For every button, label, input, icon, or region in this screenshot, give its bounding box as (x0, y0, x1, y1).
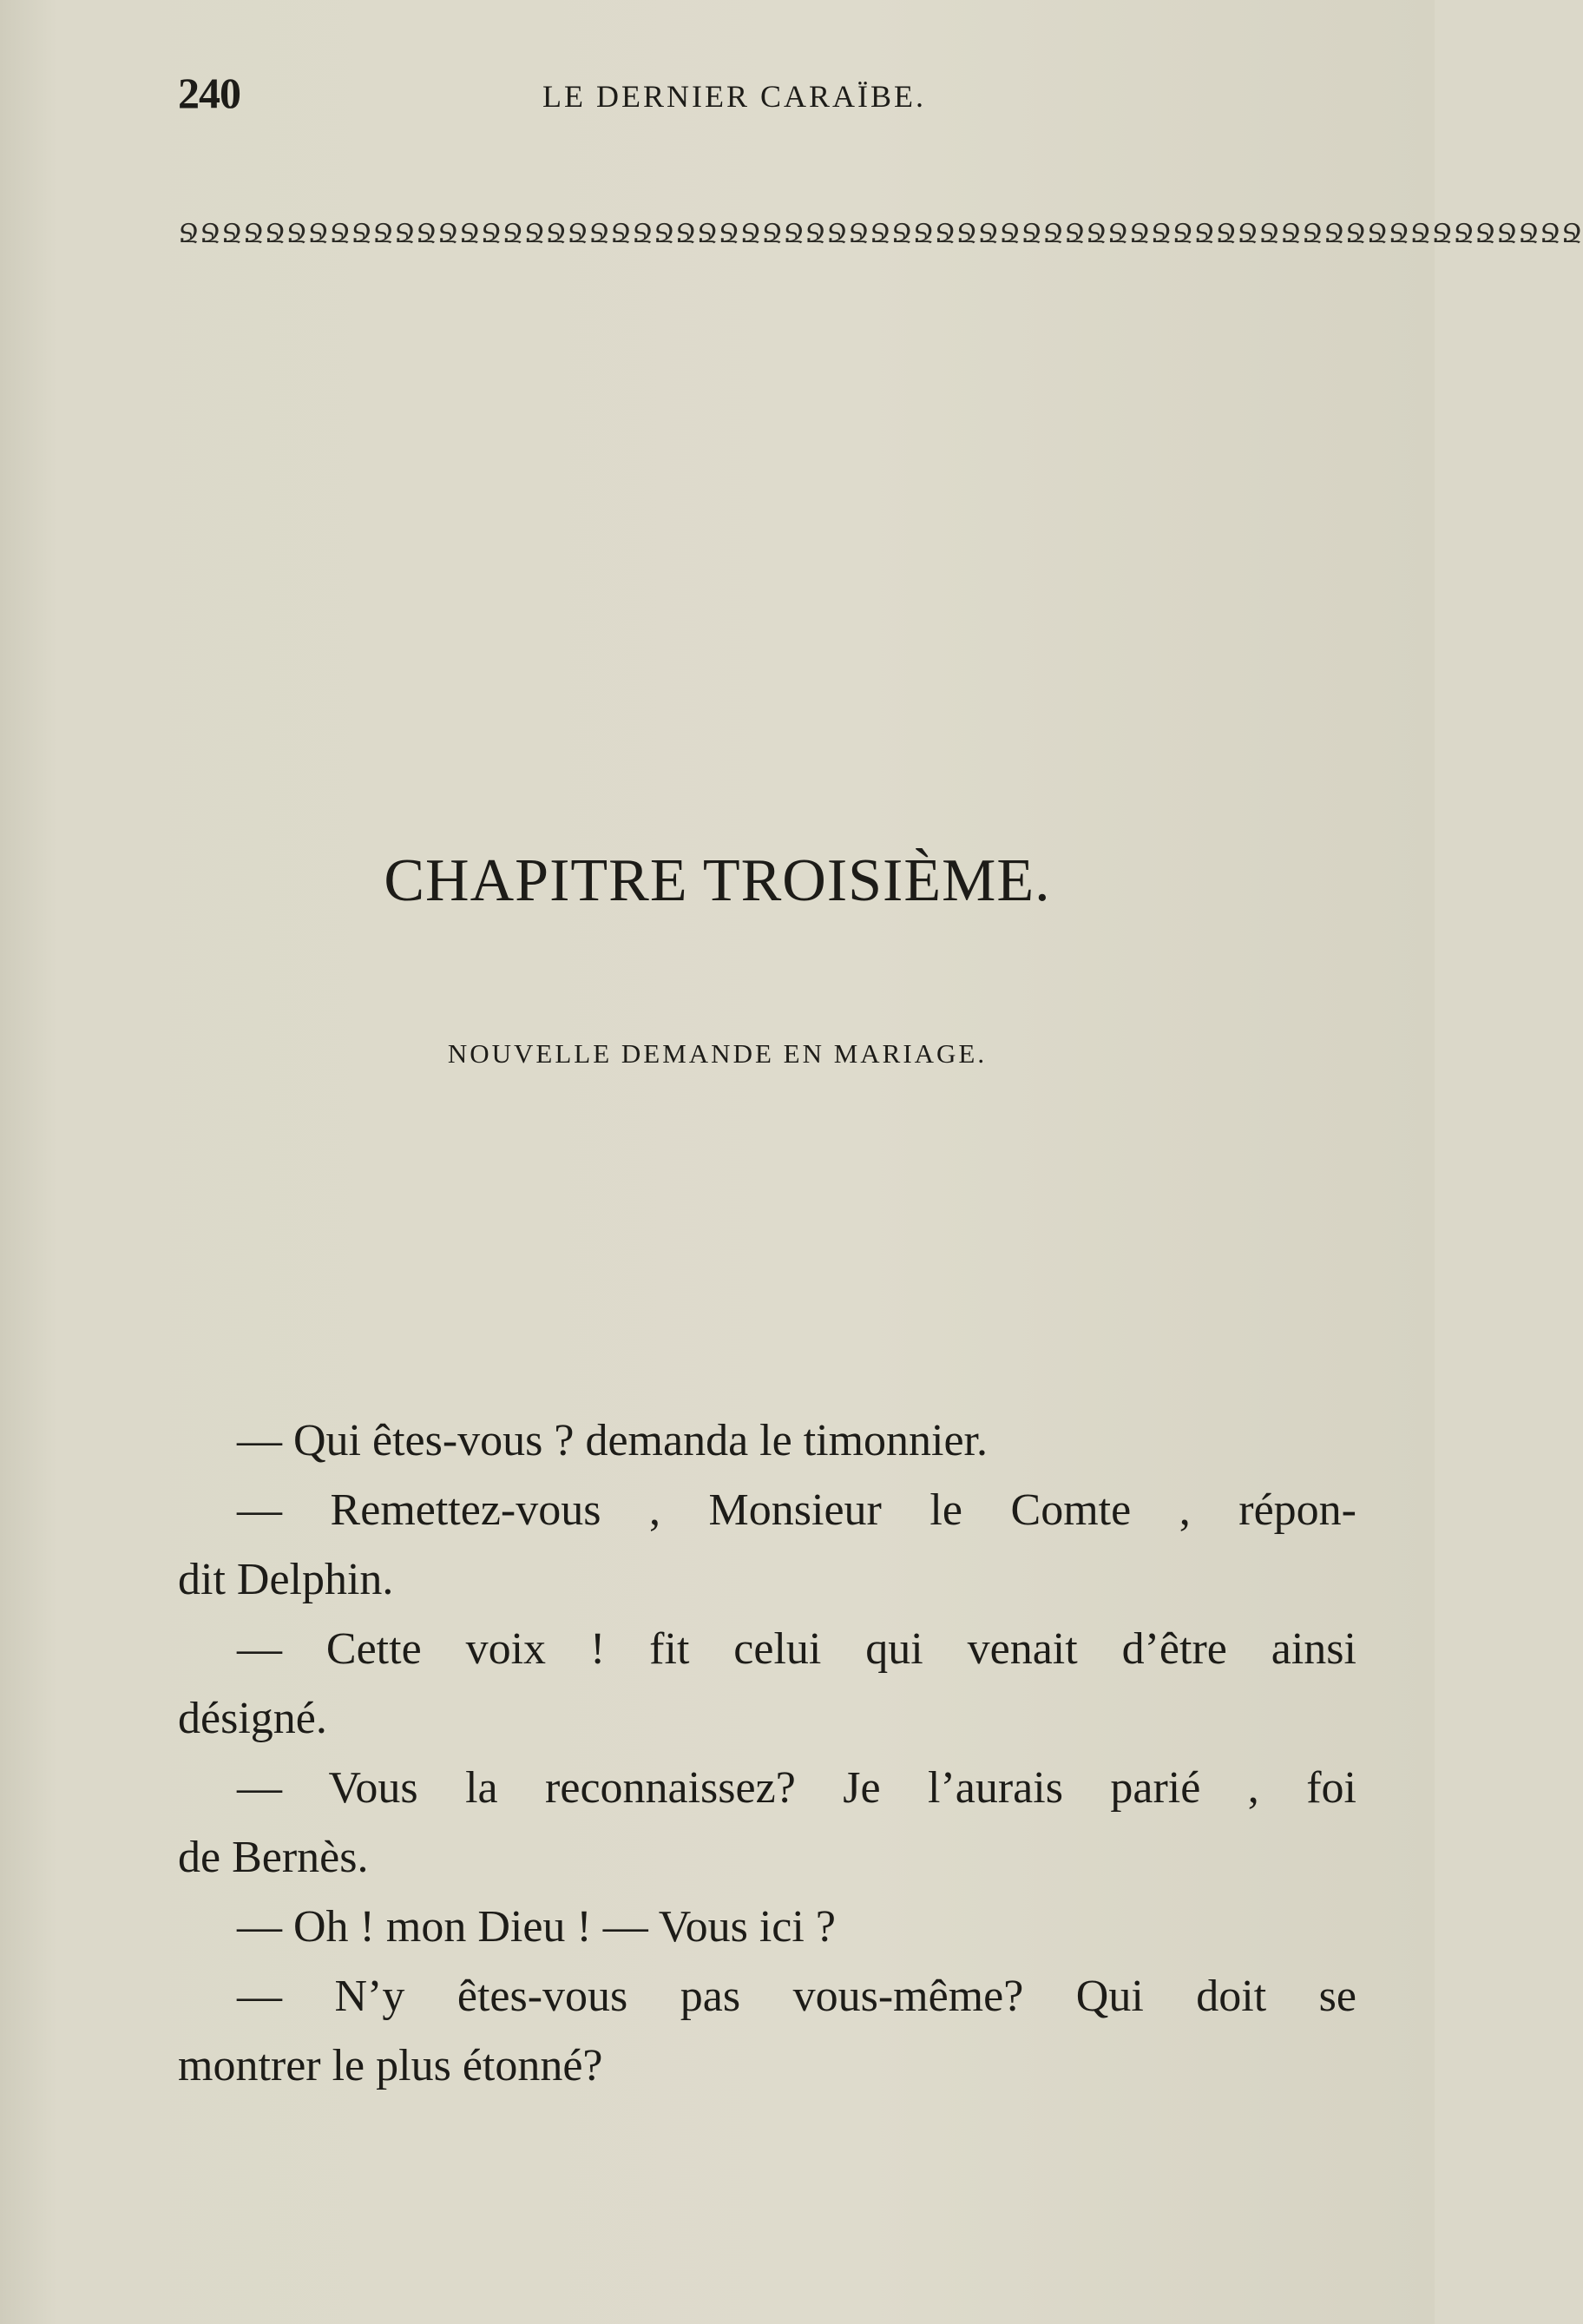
text-line: de Bernès. (178, 1833, 369, 1882)
chapter-subtitle: NOUVELLE DEMANDE EN MARIAGE. (447, 1038, 988, 1069)
decorative-rule: ՋՋՋՋՋՋՋՋՋՋՋՋՋՋՋՋՋՋՋՋՋՋՋՋՋՋՋՋՋՋՋՋՋՋՋՋՋՋՋՋՋՋՋՋՋՋՋՋՋՋՋՋՋՋՋՋՋՋՋՋՋՋՋՋՋ (178, 220, 1583, 248)
running-header (178, 68, 1358, 120)
text-line: montrer le plus étonné? (178, 2041, 603, 2090)
text-line: désigné. (178, 1694, 327, 1743)
text-line: — Oh ! mon Dieu ! — Vous ici ? (237, 1902, 836, 1952)
body-text (178, 1406, 1356, 2101)
page-number: 240 (178, 69, 240, 117)
text-line: — Remettez-vous , Monsieur le Comte , répon- (237, 1485, 1356, 1535)
text-line: — Cette voix ! fit celui qui venait d’être ainsi (237, 1624, 1356, 1674)
text-line: — Vous la reconnaissez? Je l’aurais parié , foi (237, 1763, 1356, 1813)
chapter-title: CHAPITRE TROISIÈME. (384, 847, 1051, 914)
text-line: — Qui êtes-vous ? demanda le timonnier. (237, 1416, 989, 1465)
text-line: dit Delphin. (178, 1555, 394, 1604)
text-line: — N’y êtes-vous pas vous-même? Qui doit se (237, 1972, 1356, 2021)
running-title: LE DERNIER CARAÏBE. (542, 79, 926, 114)
